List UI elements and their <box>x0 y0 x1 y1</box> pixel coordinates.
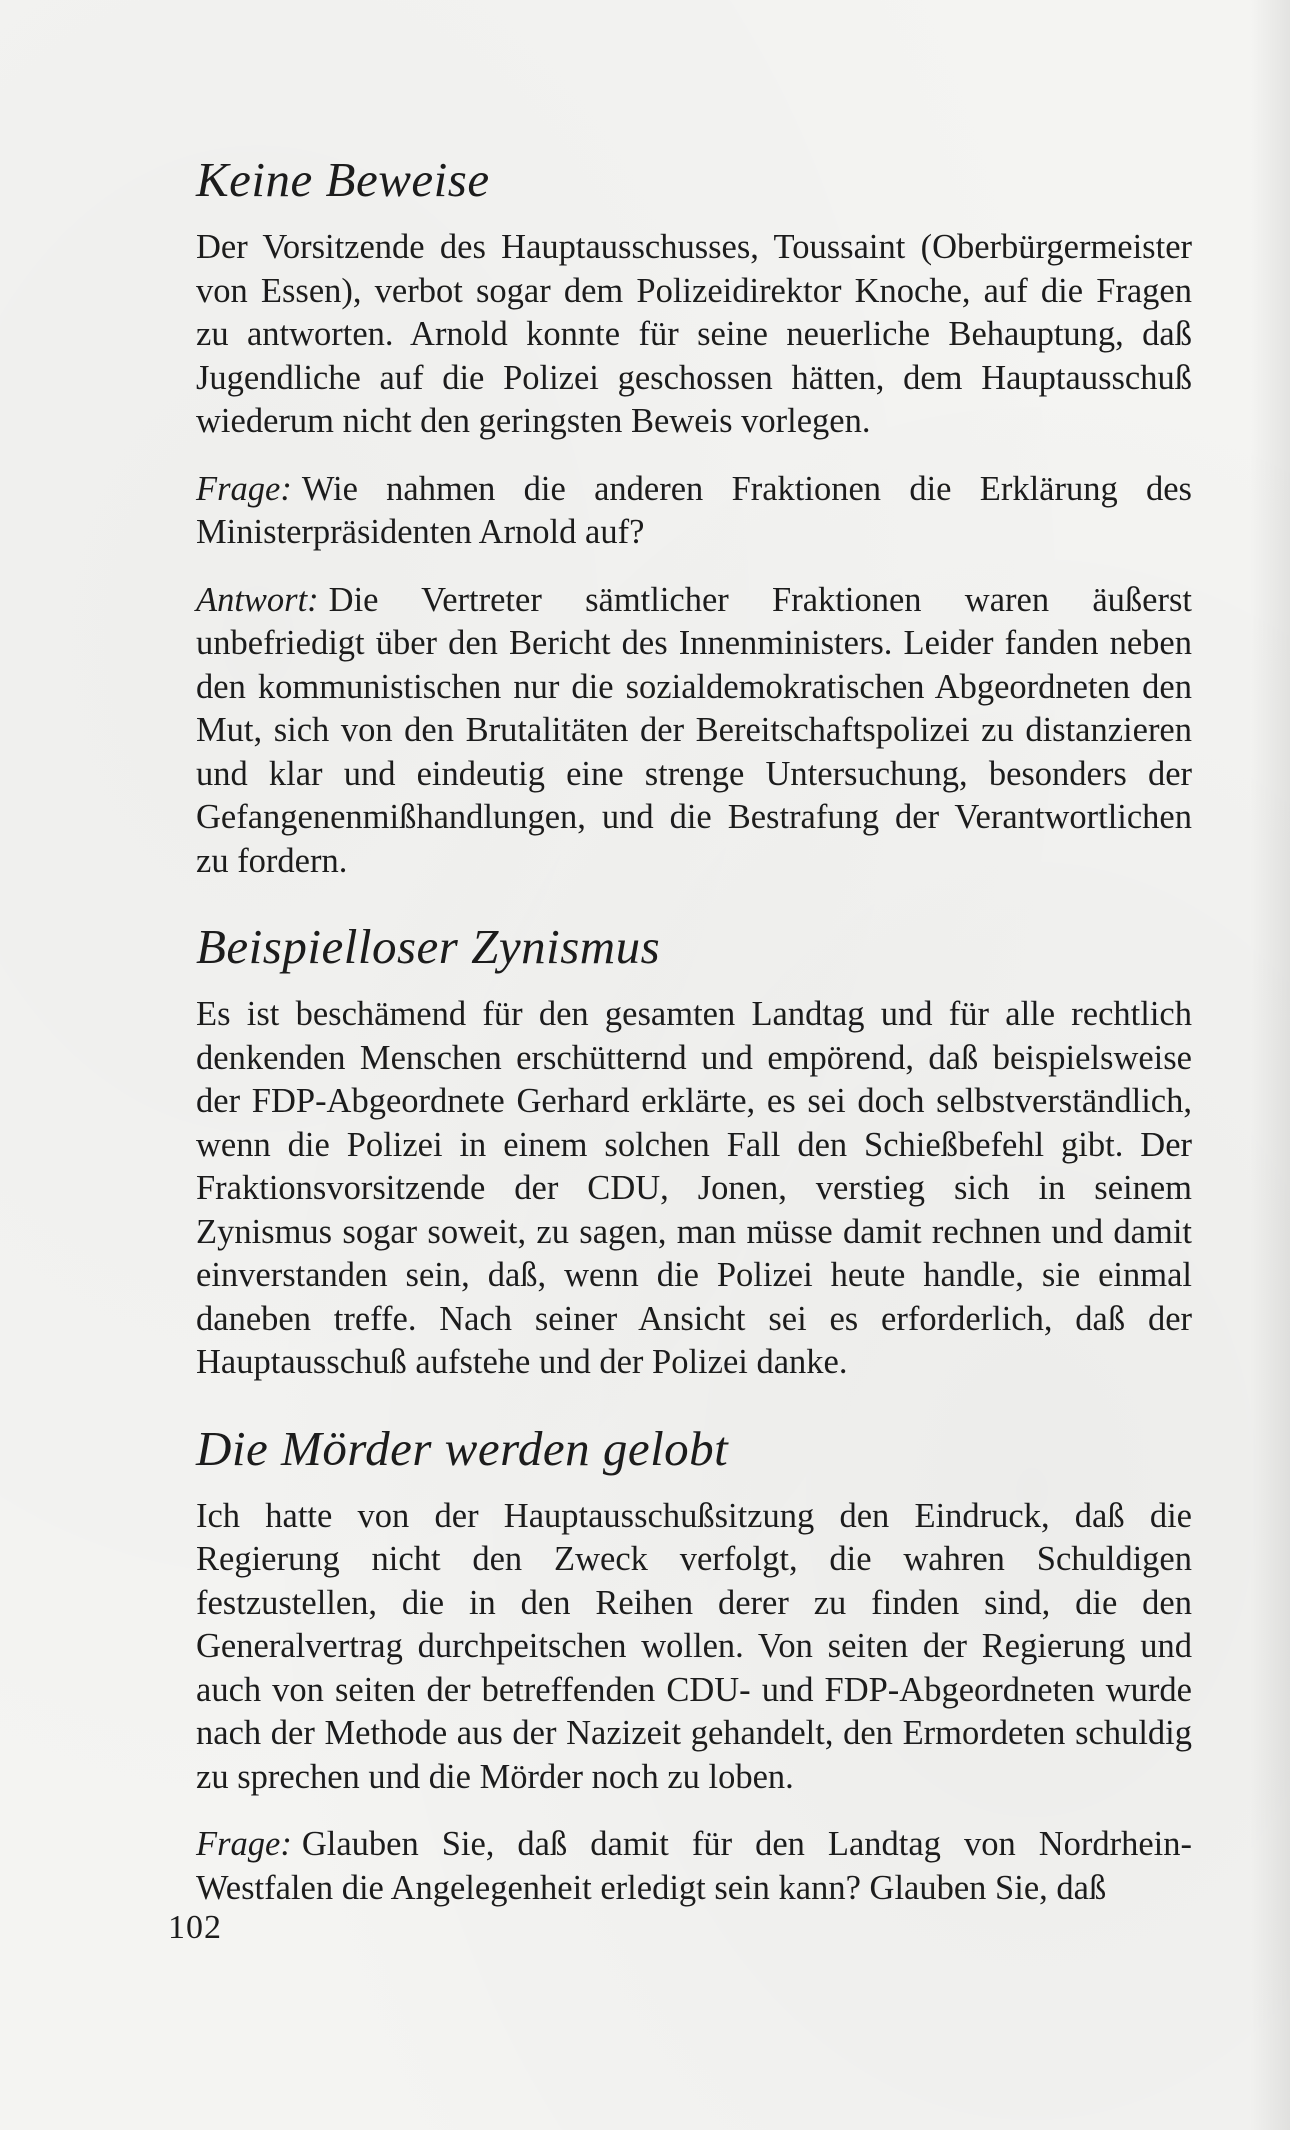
answer-text: Die Vertreter sämtlicher Fraktionen waren äußerst unbefriedigt über den Bericht des Innenministers. Leider fanden neben den kommunistischen nur die sozialdemokratischen Abgeordneten den Mut, sich von den Brutalitäten der Bereitschaftspolizei zu distanzieren und klar und eindeutig eine strenge Untersuchung, besonders der Gefangenenmißhandlungen, und die Bestrafung der Verantwortlichen zu fordern. <box>196 580 1192 880</box>
answer-label: Antwort: <box>196 580 319 619</box>
question-label: Frage: <box>196 1825 292 1863</box>
question-1 <box>196 468 1192 555</box>
question-text: Wie nahmen die anderen Fraktionen die Erklärung des Ministerpräsidenten Arnold auf? <box>196 469 1192 551</box>
section-heading-beispielloser-zynismus: Beispielloser Zynismus <box>196 919 661 974</box>
question-2 <box>196 1823 1192 1910</box>
paragraph-beispielloser-zynismus: Es ist beschämend für den gesamten Landtag und für alle rechtlich denkenden Menschen erschütternd und empörend, daß beispielsweise der FDP-Abgeordnete Gerhard erklärte, es sei doch selbstverständlich, wenn die Polizei in einem solchen Fall den Schießbefehl gibt. Der Fraktionsvorsitzende der CDU, Jonen, verstieg sich in seinem Zynismus sogar soweit, zu sagen, man müsse damit rechnen und damit einverstanden sein, daß, wenn die Polizei heute handle, sie einmal daneben treffe. Nach seiner Ansicht sei es erforderlich, daß der Hauptausschuß aufstehe und der Polizei danke. <box>196 995 1192 1381</box>
spacer <box>172 1385 1192 1419</box>
question-text: Glauben Sie, daß damit für den Landtag von Nordrhein-Westfalen die Angelegenheit erledigt sein kann? Glauben Sie, daß <box>196 1825 1192 1907</box>
question-label: Frage: <box>196 469 292 508</box>
spacer <box>172 883 1192 917</box>
answer-1 <box>196 579 1192 884</box>
page-number: 102 <box>168 1909 222 1946</box>
page-edge-shadow <box>1250 0 1290 2130</box>
section-heading-die-moerder-werden-gelobt: Die Mörder werden gelobt <box>196 1420 729 1476</box>
paragraph-die-moerder-werden-gelobt: Ich hatte von der Hauptausschußsitzung den Eindruck, daß die Regierung nicht den Zweck verfolgt, die wahren Schuldigen festzustellen, die in den Reihen derer zu finden sind, die den Generalvertrag durchpeitschen wollen. Von seiten der Regierung und auch von seiten der betreffenden CDU- und FDP-Abgeordneten wurde nach der Methode aus der Nazizeit gehandelt, den Ermordeten schuldig zu sprechen und die Mörder noch zu loben. <box>196 1496 1192 1796</box>
paragraph-keine-beweise: Der Vorsitzende des Hauptausschusses, Toussaint (Oberbürgermeister von Essen), verbot sogar dem Polizeidirektor Knoche, auf die Fragen zu antworten. Arnold konnte für seine neuerliche Behauptung, daß Jugendliche auf die Polizei geschossen hätten, dem Hauptausschuß wiederum nicht den geringsten Beweis vorlegen. <box>196 228 1192 440</box>
section-heading-keine-beweise: Keine Beweise <box>196 152 490 207</box>
page-content <box>172 150 1192 1910</box>
